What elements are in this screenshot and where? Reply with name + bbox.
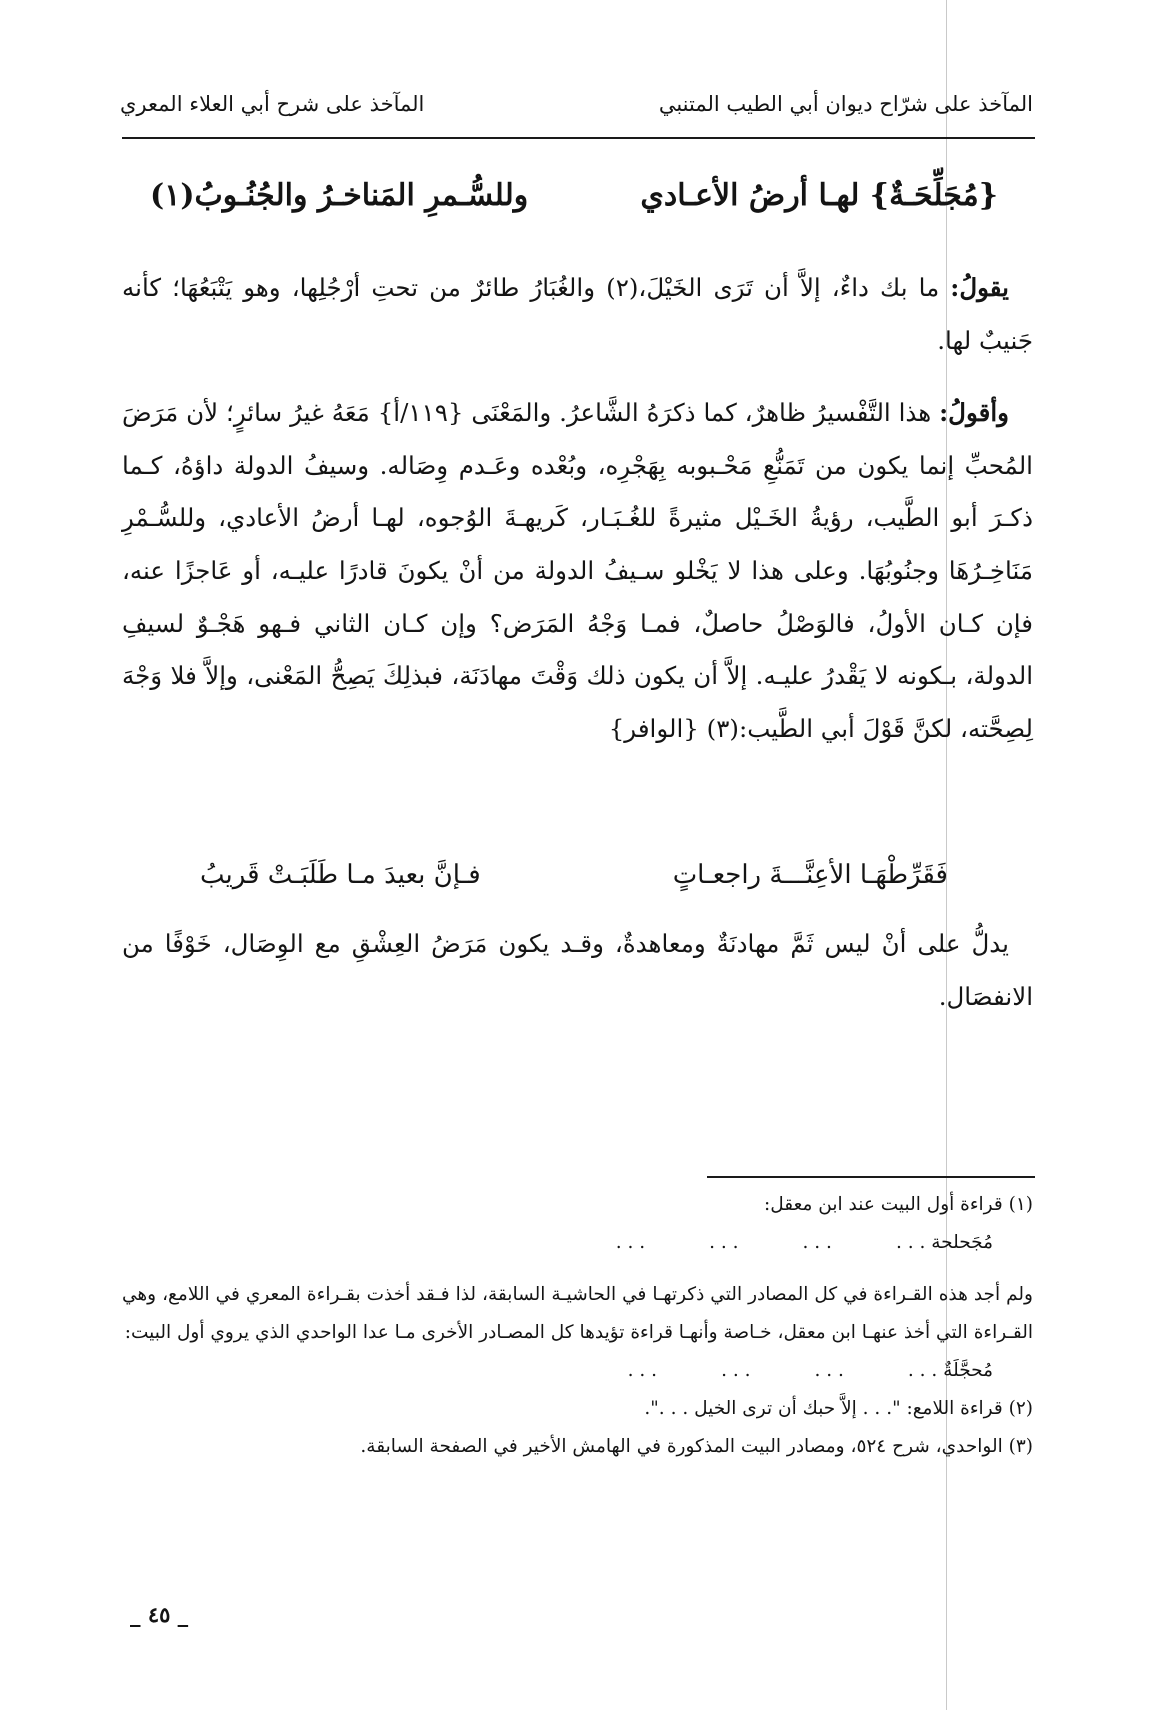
running-header <box>120 92 1033 126</box>
footnote-3: (٣) الواحدي، شرح ٥٢٤، ومصادر البيت المذكورة في الهامش الأخير في الصفحة السابقة. <box>360 1436 1033 1457</box>
header-chapter-title: المآخذ على شرح أبي العلاء المعري <box>120 92 425 116</box>
footnote-1-intro: (١) قراءة أول البيت عند ابن معقل: <box>763 1194 1033 1215</box>
ellipsis: . . . <box>802 1232 832 1253</box>
footnote-2: (٢) قراءة اللامع: ". . . إلاَّ حبك أن ترى الخيل . . .". <box>644 1398 1033 1419</box>
page-number: _ ٤٥ _ <box>130 1602 189 1627</box>
ellipsis: . . . <box>627 1360 658 1381</box>
footnote-1-body: ولم أجد هذه القـراءة في كل المصادر التي ذكرتهـا في الحاشيـة السابقة، لذا فـقد أخذت بقـراءة المعري في اللامع، وهي القـراءة التي أخذ عنهـا ابن معقل، خـاصة وأنهـا قراءة تؤيدها كل المصـادر الأخرى مـا عدا الواحدي الذي يروي أول البيت: <box>122 1284 1033 1343</box>
footnote-1-reading2-row <box>122 1352 1033 1390</box>
paragraph-text: ما بك داءٌ، إلاَّ أن تَرَى الخَيْلَ،(٢) والغُبَارُ طائرٌ من تحتِ أرْجُلِها، وهو يَتْبَعُهَا؛ كأنه جَنيبٌ لها. <box>122 273 1033 355</box>
footnotes <box>122 1186 1033 1466</box>
ellipsis: . . . <box>814 1360 844 1381</box>
footnote-1-reading2: مُحجَّلَةٌ . . . <box>907 1360 993 1381</box>
commentary-body <box>122 262 1033 755</box>
paragraph-lead: وأقولُ: <box>939 398 1009 428</box>
quoted-hemistich-first: فَقَرِّطْهَـا الأعِنَّـــةَ راجعـاتٍ <box>672 860 948 890</box>
quoted-verse <box>200 860 948 904</box>
verse-hemistich-second: وللسُّـمرِ المَناخـرُ والجُنُـوبُ(١) <box>150 178 529 213</box>
paragraph-aqul <box>122 387 1033 755</box>
ellipsis: . . . <box>615 1232 646 1253</box>
ellipsis: . . . <box>709 1232 739 1253</box>
paragraph-text: هذا التَّفْسيرُ ظاهرٌ، كما ذكرَهُ الشَّاعرُ. والمَعْنَى {١١٩/أ} مَعَهُ غيرُ سائرٍ؛ لأن مَرَضَ المُحبِّ إنما يكون من تَمَنُّعِ مَحْـبوبه بِهَجْرِه، وبُعْده وعَـدم وِصَاله. وسيفُ الدولة داؤهُ، كـما ذكـرَ أبو الطَّيب، رؤيةُ الخَـيْل مثيرةً للغُـبَـار، كَريهـةَ الوُجوه، لهـا أرضُ الأعادي، وللسُّـمْرِ مَنَاخِـرُهَا وجنُوبُهَا. وعلى هذا لا يَخْلو سـيفُ الدولة من أنْ يكونَ قادرًا عليـه، أو عَاجزًا عنه، فإن كـان الأولُ، فالوَصْلُ حاصلٌ، فمـا وَجْهُ المَرَض؟ وإن كـان الثاني فـهو هَجْـوٌ لسيفِ الدولة، بـكونه لا يَقْدرُ عليـه. إلاَّ أن يكون ذلك وَقْتَ مهادَنَة، فبذلِكَ يَصِحُّ المَعْنى، وإلاَّ فلا وَجْهَ لِصِحَّته، لكنَّ قَوْلَ أبي الطَّيب:(٣) {الوافر} <box>122 398 1033 743</box>
ellipsis: . . . <box>721 1360 751 1381</box>
header-rule <box>122 137 1035 139</box>
paragraph-lead: يقولُ: <box>950 273 1009 302</box>
paragraph-conclusion: يدلُّ على أنْ ليس ثَمَّ مهادنَةٌ ومعاهدةٌ، وقـد يكون مَرَضُ العِشْقِ مع الوِصَال، خَوْفًا من الانفصَال. <box>122 929 1033 1011</box>
footnote-1-reading-row <box>122 1224 1033 1262</box>
commentary-conclusion <box>122 918 1033 1023</box>
paragraph-yaqul <box>122 262 1033 367</box>
footnote-1-reading: مُجَحلحة . . . <box>895 1232 993 1253</box>
verse-hemistich-first: {مُجَلِّحَـةٌ} لهـا أرضُ الأعـادي <box>640 178 998 213</box>
footnote-rule <box>707 1176 1035 1178</box>
main-verse <box>150 178 998 226</box>
quoted-hemistich-second: فـإنَّ بعيدَ مـا طَلَبَـتْ قَريبُ <box>200 860 481 890</box>
header-book-title: المآخذ على شرّاح ديوان أبي الطيب المتنبي <box>658 92 1033 116</box>
